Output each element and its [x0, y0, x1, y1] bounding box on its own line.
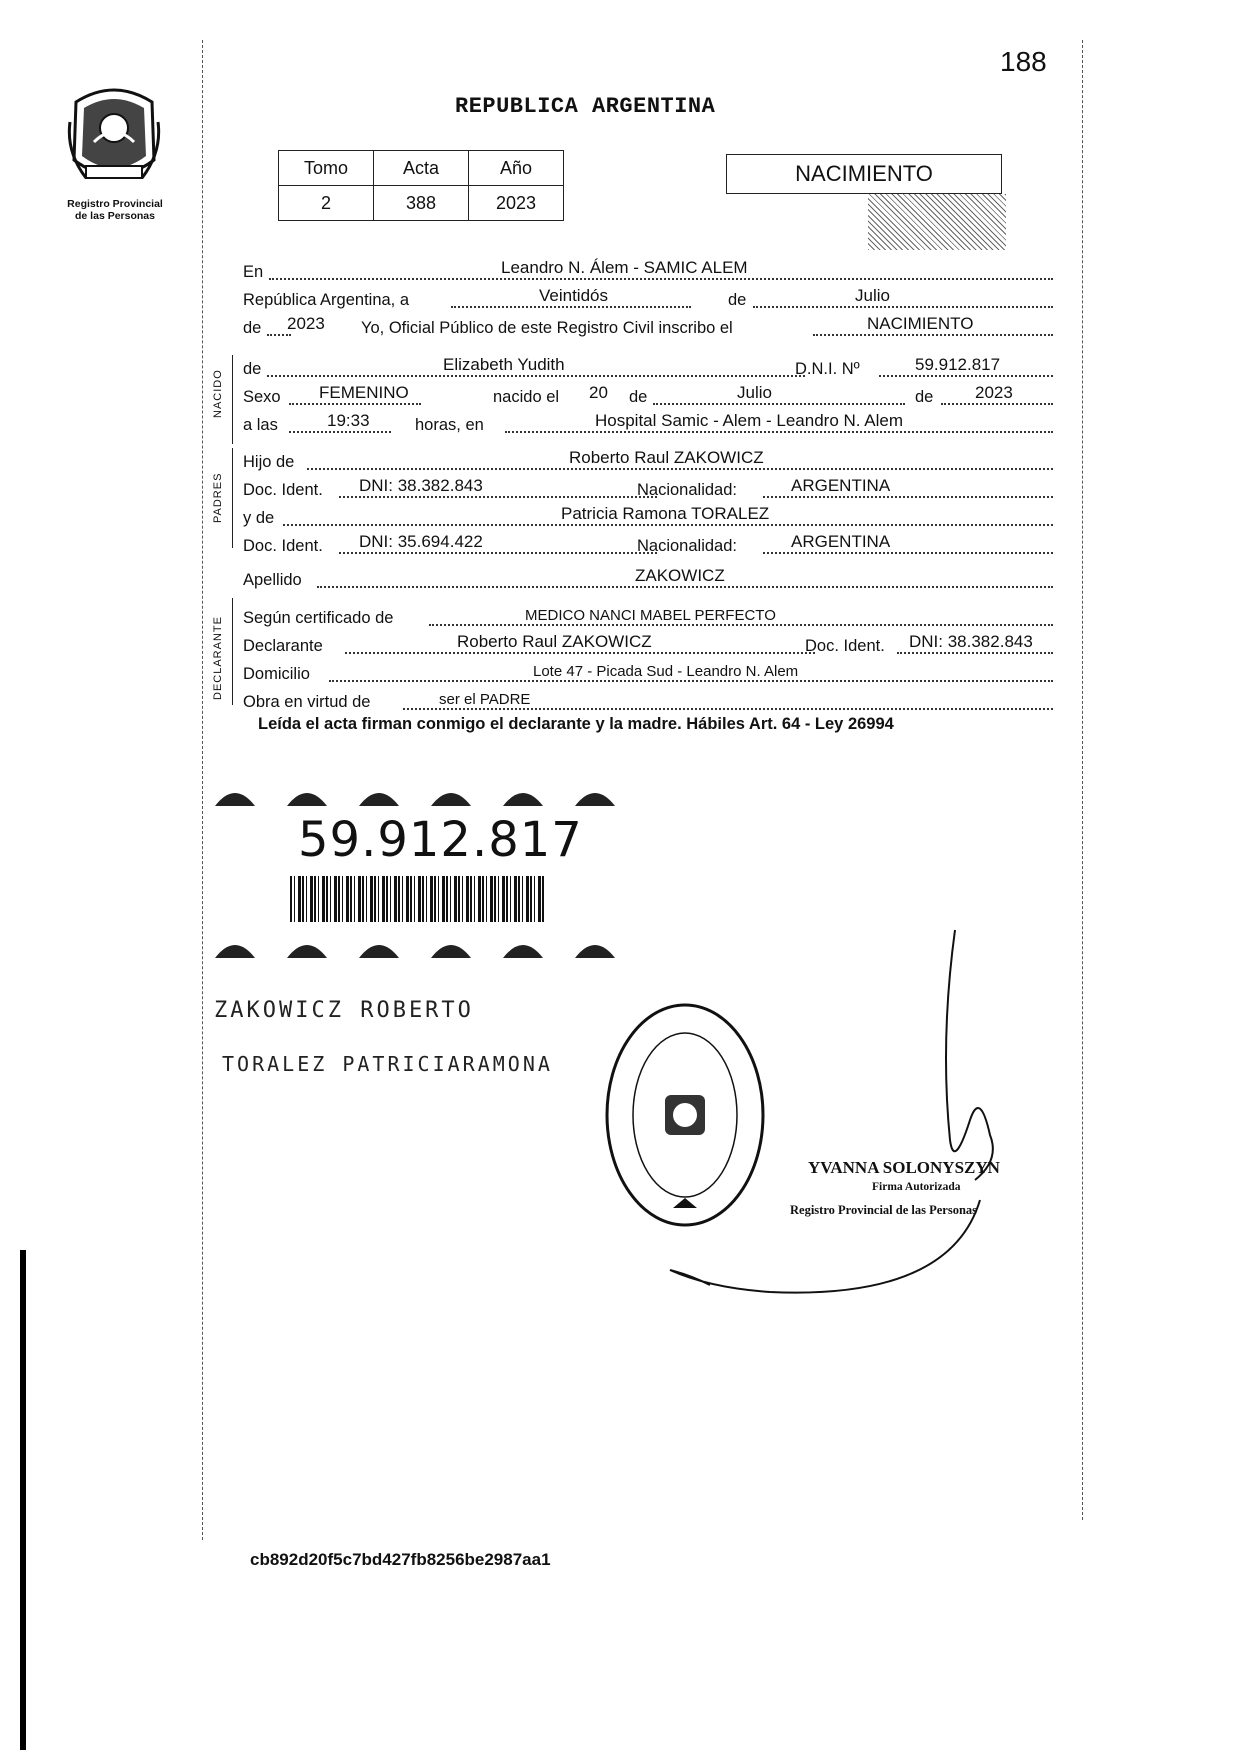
- label-obra: Obra en virtud de: [243, 693, 371, 711]
- nacido-section-line: [232, 355, 233, 444]
- dotted-line: [451, 306, 691, 308]
- signer-name: YVANNA SOLONYSZYN: [808, 1158, 1000, 1177]
- side-label-nacido: NACIDO: [212, 369, 224, 418]
- label-nacido: nacido el: [493, 388, 560, 406]
- value-tomo: 2: [279, 186, 374, 221]
- document-hash: cb892d20f5c7bd427fb8256be2987aa1: [250, 1550, 551, 1569]
- row-hora: [243, 411, 1053, 435]
- padres-section-line: [232, 448, 233, 548]
- dotted-line: [653, 403, 905, 405]
- record-type-box: NACIMIENTO: [726, 154, 1002, 194]
- closing-note: Leída el acta firman conmigo el declarante y la madre. Hábiles Art. 64 - Ley 26994: [258, 715, 894, 733]
- value-anio: 2023: [469, 186, 564, 221]
- declarante-section-line: [232, 598, 233, 705]
- label-cert: Según certificado de: [243, 609, 394, 627]
- label-de-anio: de: [243, 319, 262, 337]
- value-declarante: Roberto Raul ZAKOWICZ: [457, 632, 652, 651]
- value-dni: 59.912.817: [915, 355, 1001, 374]
- left-margin-line: [202, 40, 203, 1540]
- dotted-line: [329, 680, 1053, 682]
- value-nac-anio: 2023: [975, 383, 1013, 402]
- label-hora: a las: [243, 416, 278, 434]
- dotted-line: [339, 552, 657, 554]
- org-name: [40, 198, 190, 222]
- row-doc-madre: [243, 532, 1053, 556]
- value-cert: MEDICO NANCI MABEL PERFECTO: [525, 607, 776, 624]
- label-nac1: Nacionalidad:: [637, 481, 737, 499]
- label-nac-de2: de: [915, 388, 934, 406]
- stamp-wave-top: [205, 778, 645, 808]
- org-name-line1: Registro Provincial: [67, 198, 163, 210]
- page-number: 188: [1000, 46, 1047, 77]
- label-republica: República Argentina, a: [243, 291, 410, 309]
- label-nombre: de: [243, 360, 262, 378]
- row-fecha: [243, 286, 1053, 310]
- row-en: [243, 258, 1053, 282]
- label-inscribo: Yo, Oficial Público de este Registro Civil inscribo el: [361, 319, 733, 337]
- header-tomo: Tomo: [279, 151, 374, 186]
- row-hijo: [243, 448, 1053, 472]
- dotted-line: [339, 496, 657, 498]
- dotted-line: [307, 468, 1053, 470]
- value-nac1: ARGENTINA: [791, 476, 891, 495]
- value-anio: 2023: [287, 314, 325, 333]
- label-decl-doc: Doc. Ident.: [805, 637, 885, 655]
- header-acta: Acta: [374, 151, 469, 186]
- dotted-line: [269, 278, 1053, 280]
- value-madre: Patricia Ramona TORALEZ: [561, 504, 770, 523]
- dotted-line: [813, 334, 1053, 336]
- header-anio: Año: [469, 151, 564, 186]
- label-dni: D.N.I. Nº: [795, 360, 860, 378]
- value-nombre: Elizabeth Yudith: [443, 355, 565, 374]
- label-apellido: Apellido: [243, 571, 302, 589]
- value-dia: Veintidós: [539, 286, 608, 305]
- value-apellido: ZAKOWICZ: [635, 566, 725, 585]
- stamp-dni-number: 59.912.817: [298, 812, 583, 868]
- dotted-line: [429, 624, 1053, 626]
- value-inscribo: NACIMIENTO: [867, 314, 974, 333]
- dotted-line: [897, 652, 1053, 654]
- side-label-padres: PADRES: [212, 472, 224, 523]
- label-nac2: Nacionalidad:: [637, 537, 737, 555]
- value-nac-dia: 20: [589, 383, 608, 402]
- value-en: Leandro N. Álem - SAMIC ALEM: [501, 258, 748, 277]
- dotted-line: [941, 403, 1053, 405]
- provincia-misiones-emblem: [64, 82, 164, 194]
- value-lugar: Hospital Samic - Alem - Leandro N. Alem: [595, 411, 904, 430]
- label-nac-de: de: [629, 388, 648, 406]
- org-name-line2: de las Personas: [75, 210, 155, 222]
- value-hora: 19:33: [327, 411, 370, 430]
- label-horas-en: horas, en: [415, 416, 484, 434]
- row-domicilio: [243, 660, 1053, 684]
- handwritten-name-mother: TORALEZ PATRICIARAMONA: [222, 1052, 553, 1076]
- label-hijo: Hijo de: [243, 453, 295, 471]
- dotted-line: [753, 306, 1053, 308]
- label-en: En: [243, 263, 264, 281]
- dotted-line: [289, 403, 421, 405]
- signature-scribble: [650, 920, 1030, 1325]
- label-doc1: Doc. Ident.: [243, 481, 323, 499]
- dotted-line: [267, 375, 805, 377]
- stamp-barcode: [290, 876, 546, 922]
- signer-role: Firma Autorizada: [872, 1181, 961, 1193]
- value-padre: Roberto Raul ZAKOWICZ: [569, 448, 764, 467]
- row-doc-padre: [243, 476, 1053, 500]
- value-doc1: DNI: 38.382.843: [359, 476, 483, 495]
- value-obra: ser el PADRE: [439, 691, 531, 708]
- value-sexo: FEMENINO: [319, 383, 409, 402]
- row-certificado: [243, 604, 1053, 628]
- dotted-line: [289, 431, 391, 433]
- value-doc2: DNI: 35.694.422: [359, 532, 483, 551]
- signer-org: Registro Provincial de las Personas: [790, 1203, 978, 1217]
- dotted-line: [267, 334, 291, 336]
- dotted-line: [763, 552, 1053, 554]
- label-declarante: Declarante: [243, 637, 323, 655]
- dotted-line: [879, 375, 1053, 377]
- value-mes: Julio: [855, 286, 890, 305]
- label-yde: y de: [243, 509, 275, 527]
- label-doc2: Doc. Ident.: [243, 537, 323, 555]
- scan-edge: [20, 1250, 26, 1750]
- value-decl-doc: DNI: 38.382.843: [909, 632, 1033, 651]
- row-nombre: [243, 355, 1053, 379]
- country-title: REPUBLICA ARGENTINA: [455, 94, 716, 119]
- dotted-line: [505, 431, 1053, 433]
- value-acta: 388: [374, 186, 469, 221]
- label-sexo: Sexo: [243, 388, 281, 406]
- row-declarante: [243, 632, 1053, 656]
- row-apellido: [243, 566, 1053, 590]
- dotted-line: [345, 652, 815, 654]
- dotted-line: [317, 586, 1053, 588]
- value-nac2: ARGENTINA: [791, 532, 891, 551]
- value-nac-mes: Julio: [737, 383, 772, 402]
- handwritten-name-father: ZAKOWICZ ROBERTO: [214, 998, 474, 1023]
- row-madre: [243, 504, 1053, 528]
- right-margin-line: [1082, 40, 1083, 1520]
- row-obra: [243, 688, 1053, 712]
- security-hatch-stamp: [868, 194, 1006, 250]
- label-domicilio: Domicilio: [243, 665, 310, 683]
- side-label-declarante: DECLARANTE: [212, 616, 224, 700]
- value-domicilio: Lote 47 - Picada Sud - Leandro N. Alem: [533, 663, 799, 680]
- dotted-line: [763, 496, 1053, 498]
- dotted-line: [283, 524, 1053, 526]
- label-de: de: [728, 291, 747, 309]
- row-inscribo: [243, 314, 1053, 338]
- dotted-line: [403, 708, 1053, 710]
- registry-table: [278, 150, 564, 221]
- stamp-wave-bottom: [205, 930, 645, 960]
- row-sexo: [243, 383, 1053, 407]
